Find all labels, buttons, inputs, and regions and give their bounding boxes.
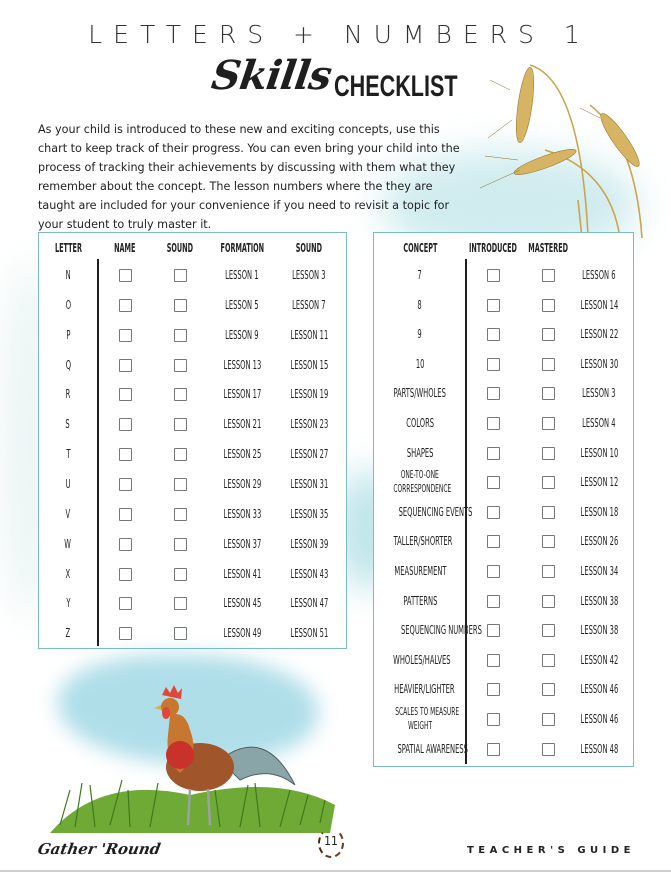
table-row: [374, 415, 633, 435]
lesson-cell: [559, 742, 639, 756]
concept-cell: [374, 653, 466, 667]
formation-lesson: LESSON 41: [223, 565, 261, 581]
sound-lesson: LESSON 47: [290, 595, 328, 611]
name-checkbox[interactable]: [119, 538, 132, 551]
table-row: [39, 595, 346, 615]
lesson-cell: [559, 416, 639, 430]
sound-lesson-cell: [269, 358, 349, 372]
formation-lesson: LESSON 1: [225, 267, 259, 282]
lesson-label: LESSON 4: [582, 415, 616, 430]
lesson-cell: [559, 268, 639, 282]
lesson-cell: [559, 505, 639, 519]
letter-label: P: [65, 326, 71, 342]
table-row: [374, 326, 633, 346]
table-row: [39, 297, 346, 317]
column-header-label: SOUND: [295, 241, 323, 255]
lesson-cell: [559, 298, 639, 312]
formation-lesson: LESSON 33: [223, 505, 261, 521]
name-checkbox[interactable]: [119, 597, 132, 610]
introduced-checkbox[interactable]: [487, 506, 500, 519]
mastered-checkbox[interactable]: [542, 387, 555, 400]
letter-label: Q: [65, 356, 71, 372]
table-row: [374, 297, 633, 317]
table-row: [374, 468, 633, 496]
concept-label: 9: [417, 326, 423, 342]
table-row: [39, 506, 346, 526]
column-header: [503, 241, 593, 255]
introduced-checkbox[interactable]: [487, 269, 500, 282]
intro-paragraph: As your child is introduced to these new and exciting concepts, use this chart to keep track of their progress. You can even bring your child into the process of tracking their achievements by discussing with them what they remember about the concept. The lesson numbers where the they are taught are included for your convenience if you need to revisit a topic for your student to truly master it.: [38, 123, 460, 231]
sound-lesson-cell: [269, 447, 349, 461]
letters-checklist-table: [38, 232, 347, 649]
sound-checkbox[interactable]: [174, 448, 187, 461]
name-checkbox[interactable]: [119, 627, 132, 640]
introduced-checkbox[interactable]: [487, 743, 500, 756]
introduced-checkbox[interactable]: [487, 624, 500, 637]
sound-lesson-cell: [269, 507, 349, 521]
mastered-checkbox[interactable]: [542, 535, 555, 548]
introduced-checkbox[interactable]: [487, 299, 500, 312]
introduced-checkbox[interactable]: [487, 417, 500, 430]
formation-lesson: LESSON 29: [223, 475, 261, 491]
page-subtitle-bold: CHECKLIST: [334, 70, 458, 103]
introduced-checkbox[interactable]: [487, 387, 500, 400]
table-row: [39, 446, 346, 466]
sound-checkbox[interactable]: [174, 418, 187, 431]
concept-label: 10: [415, 355, 425, 371]
mastered-checkbox[interactable]: [542, 654, 555, 667]
concept-label-line2: WEIGHT: [407, 719, 433, 732]
mastered-checkbox[interactable]: [542, 269, 555, 282]
concept-cell: [374, 622, 482, 638]
concept-cell: [374, 468, 466, 496]
sound-lesson: LESSON 11: [290, 326, 328, 342]
lesson-label: LESSON 34: [580, 563, 618, 578]
sound-lesson-cell: [269, 626, 349, 640]
column-header-label: NAME: [114, 241, 136, 255]
formation-lesson: LESSON 13: [223, 356, 261, 372]
introduced-checkbox[interactable]: [487, 595, 500, 608]
introduced-checkbox[interactable]: [487, 683, 500, 696]
lesson-label: LESSON 3: [582, 385, 616, 401]
sound-checkbox[interactable]: [174, 359, 187, 372]
name-checkbox[interactable]: [119, 478, 132, 491]
page-number: 11: [324, 834, 338, 848]
wheat-illustration: [470, 60, 671, 240]
lesson-cell: [559, 534, 639, 548]
concept-label: HEAVIER/LIGHTER: [394, 681, 455, 697]
sound-checkbox[interactable]: [174, 568, 187, 581]
concept-cell: [374, 327, 466, 341]
concept-cell: [374, 503, 473, 519]
letter-label: Z: [65, 625, 71, 641]
letter-cell: [38, 298, 98, 312]
concept-label: SCALES TO MEASURE: [395, 705, 460, 718]
sound-lesson-cell: [269, 477, 349, 491]
sound-lesson: LESSON 35: [290, 505, 328, 521]
lesson-label: LESSON 10: [580, 444, 618, 460]
sound-lesson: LESSON 39: [290, 535, 328, 551]
column-header: [269, 241, 349, 255]
sound-checkbox[interactable]: [174, 508, 187, 521]
sound-lesson: LESSON 23: [290, 416, 328, 432]
table-row: [374, 622, 633, 642]
introduced-checkbox[interactable]: [487, 328, 500, 341]
sound-checkbox[interactable]: [174, 329, 187, 342]
letter-cell: [38, 387, 98, 401]
mastered-checkbox[interactable]: [542, 299, 555, 312]
name-checkbox[interactable]: [119, 329, 132, 342]
footer-guide-label: TEACHER'S GUIDE: [466, 845, 635, 856]
letter-label: X: [65, 565, 71, 581]
letter-label: Y: [65, 595, 71, 611]
sound-lesson: LESSON 31: [290, 475, 328, 491]
name-checkbox[interactable]: [119, 418, 132, 431]
introduced-checkbox[interactable]: [487, 476, 500, 489]
concept-label: PARTS/WHOLES: [393, 385, 447, 401]
letter-cell: [38, 626, 98, 640]
table-row: [374, 385, 633, 405]
concept-cell: [374, 386, 466, 400]
lesson-cell: [559, 327, 639, 341]
table-row: [374, 563, 633, 583]
table-row: [374, 356, 633, 376]
letter-cell: [38, 567, 98, 581]
mastered-checkbox[interactable]: [542, 683, 555, 696]
sound-checkbox[interactable]: [174, 269, 187, 282]
lesson-label: LESSON 46: [580, 681, 618, 697]
letter-label: V: [65, 505, 71, 521]
lesson-label: LESSON 22: [580, 326, 618, 342]
concept-label: 8: [417, 296, 423, 312]
sound-checkbox[interactable]: [174, 478, 187, 491]
lesson-label: LESSON 42: [580, 651, 618, 667]
sound-lesson-cell: [269, 298, 349, 312]
introduced-checkbox[interactable]: [487, 447, 500, 460]
letter-label: U: [65, 475, 71, 491]
name-checkbox[interactable]: [119, 269, 132, 282]
column-header-label: LETTER: [54, 241, 82, 255]
sound-lesson: LESSON 19: [290, 386, 328, 402]
mastered-checkbox[interactable]: [542, 565, 555, 578]
introduced-checkbox[interactable]: [487, 654, 500, 667]
letter-cell: [38, 328, 98, 342]
sound-lesson-cell: [269, 268, 349, 282]
concept-label: COLORS: [406, 415, 434, 430]
sound-lesson: LESSON 27: [290, 446, 328, 462]
table-row: [39, 476, 346, 496]
letter-cell: [38, 447, 98, 461]
lesson-label: LESSON 30: [580, 355, 618, 371]
mastered-checkbox[interactable]: [542, 595, 555, 608]
table-row: [39, 267, 346, 287]
lesson-cell: [559, 682, 639, 696]
concept-cell: [374, 705, 466, 733]
sound-checkbox[interactable]: [174, 388, 187, 401]
formation-lesson: LESSON 21: [223, 416, 261, 432]
concept-label: MEASUREMENT: [393, 563, 447, 578]
formation-lesson: LESSON 37: [223, 535, 261, 551]
concept-label: SEQUENCING NUMBERS: [400, 622, 482, 638]
sound-lesson-cell: [269, 387, 349, 401]
concept-cell: [374, 594, 466, 608]
letter-cell: [38, 596, 98, 610]
sound-lesson-cell: [269, 596, 349, 610]
mastered-checkbox[interactable]: [542, 358, 555, 371]
lesson-cell: [559, 386, 639, 400]
concept-cell: [374, 742, 466, 756]
lesson-label: LESSON 14: [580, 296, 618, 312]
table-row: [39, 386, 346, 406]
table-row: [39, 625, 346, 645]
concept-cell: [374, 682, 466, 696]
lesson-label: LESSON 46: [580, 711, 618, 726]
lesson-label: LESSON 38: [580, 592, 618, 608]
rooster-illustration: [40, 655, 340, 835]
concept-label: ONE-TO-ONE: [400, 468, 440, 482]
name-checkbox[interactable]: [119, 388, 132, 401]
introduced-checkbox[interactable]: [487, 565, 500, 578]
name-checkbox[interactable]: [119, 359, 132, 372]
table-row: [374, 681, 633, 701]
lesson-cell: [559, 446, 639, 460]
name-checkbox[interactable]: [119, 508, 132, 521]
letter-cell: [38, 507, 98, 521]
lesson-cell: [559, 357, 639, 371]
lesson-cell: [559, 564, 639, 578]
lesson-label: LESSON 12: [580, 474, 618, 490]
name-checkbox[interactable]: [119, 568, 132, 581]
formation-lesson: LESSON 45: [223, 595, 261, 611]
lesson-label: LESSON 6: [582, 267, 616, 282]
concept-cell: [374, 268, 466, 282]
letter-cell: [38, 537, 98, 551]
page-title: LETTERS + NUMBERS 1: [88, 20, 591, 49]
letter-label: R: [65, 386, 71, 402]
table-row: [374, 267, 633, 287]
table-row: [374, 593, 633, 613]
formation-lesson: LESSON 25: [223, 446, 261, 462]
formation-lesson: LESSON 5: [225, 296, 259, 312]
sound-lesson-cell: [269, 537, 349, 551]
concept-label: SEQUENCING EVENTS: [398, 503, 473, 519]
name-checkbox[interactable]: [119, 299, 132, 312]
column-header-label: SOUND: [166, 241, 194, 255]
mastered-checkbox[interactable]: [542, 417, 555, 430]
sound-lesson-cell: [269, 417, 349, 431]
formation-lesson: LESSON 17: [223, 386, 261, 402]
concept-cell: [374, 564, 466, 578]
lesson-cell: [559, 594, 639, 608]
introduced-checkbox[interactable]: [487, 535, 500, 548]
name-checkbox[interactable]: [119, 448, 132, 461]
mastered-checkbox[interactable]: [542, 328, 555, 341]
letter-cell: [38, 268, 98, 282]
sound-lesson: LESSON 15: [290, 356, 328, 372]
table-row: [374, 652, 633, 672]
table-row: [39, 566, 346, 586]
table-row: [374, 504, 633, 524]
column-header-label: INTRODUCED: [469, 241, 517, 255]
table-row: [39, 536, 346, 556]
sound-checkbox[interactable]: [174, 538, 187, 551]
letter-label: T: [65, 446, 71, 462]
letter-label: W: [64, 535, 72, 551]
column-header-label: FORMATION: [220, 241, 264, 255]
mastered-checkbox[interactable]: [542, 743, 555, 756]
table-row: [374, 533, 633, 553]
mastered-checkbox[interactable]: [542, 476, 555, 489]
concept-label-line2: CORRESPONDENCE: [393, 482, 452, 496]
lesson-label: LESSON 38: [580, 622, 618, 638]
table-row: [39, 357, 346, 377]
sound-lesson: LESSON 3: [292, 267, 326, 282]
letter-label: S: [65, 416, 71, 432]
lesson-cell: [559, 712, 639, 726]
table-row: [374, 445, 633, 465]
formation-lesson: LESSON 49: [223, 625, 261, 641]
concept-cell: [374, 534, 466, 548]
lesson-cell: [559, 653, 639, 667]
table-row: [39, 327, 346, 347]
brand-logo: Gather 'Round: [36, 840, 162, 858]
sound-checkbox[interactable]: [174, 627, 187, 640]
sound-lesson: LESSON 51: [290, 625, 328, 641]
sound-checkbox[interactable]: [174, 597, 187, 610]
mastered-checkbox[interactable]: [542, 624, 555, 637]
page-subtitle-script: Skills: [208, 52, 335, 99]
lesson-label: LESSON 18: [580, 503, 618, 519]
concepts-checklist-table: [373, 232, 634, 767]
sound-checkbox[interactable]: [174, 299, 187, 312]
sound-lesson: LESSON 7: [292, 296, 326, 312]
table-row: [374, 705, 633, 732]
concept-label: WHOLES/HALVES: [393, 651, 451, 667]
sound-lesson-cell: [269, 567, 349, 581]
column-header-label: CONCEPT: [402, 241, 438, 255]
formation-lesson: LESSON 9: [225, 326, 259, 342]
introduced-checkbox[interactable]: [487, 358, 500, 371]
concept-cell: [374, 446, 466, 460]
concept-cell: [374, 416, 466, 430]
table-row: [39, 416, 346, 436]
table-row: [374, 741, 633, 761]
letter-cell: [38, 358, 98, 372]
concept-label: 7: [417, 267, 423, 282]
letter-label: N: [65, 267, 71, 282]
concept-cell: [374, 357, 466, 371]
lesson-label: LESSON 26: [580, 533, 618, 549]
column-header-label: MASTERED: [528, 241, 568, 255]
concept-label: SHAPES: [406, 444, 434, 460]
sound-lesson-cell: [269, 328, 349, 342]
introduced-checkbox[interactable]: [487, 713, 500, 726]
letter-cell: [38, 477, 98, 491]
concept-cell: [374, 298, 466, 312]
lesson-label: LESSON 48: [580, 740, 618, 756]
concept-label: PATTERNS: [402, 592, 438, 608]
page-bottom-edge: [0, 870, 671, 872]
sound-lesson: LESSON 43: [290, 565, 328, 581]
mastered-checkbox[interactable]: [542, 713, 555, 726]
mastered-checkbox[interactable]: [542, 447, 555, 460]
concept-label: SPATIAL AWARENESS: [397, 740, 468, 756]
letter-cell: [38, 417, 98, 431]
concept-label: TALLER/SHORTER: [393, 533, 453, 549]
lesson-cell: [559, 623, 639, 637]
lesson-cell: [559, 475, 639, 489]
mastered-checkbox[interactable]: [542, 506, 555, 519]
letter-label: O: [65, 296, 71, 312]
